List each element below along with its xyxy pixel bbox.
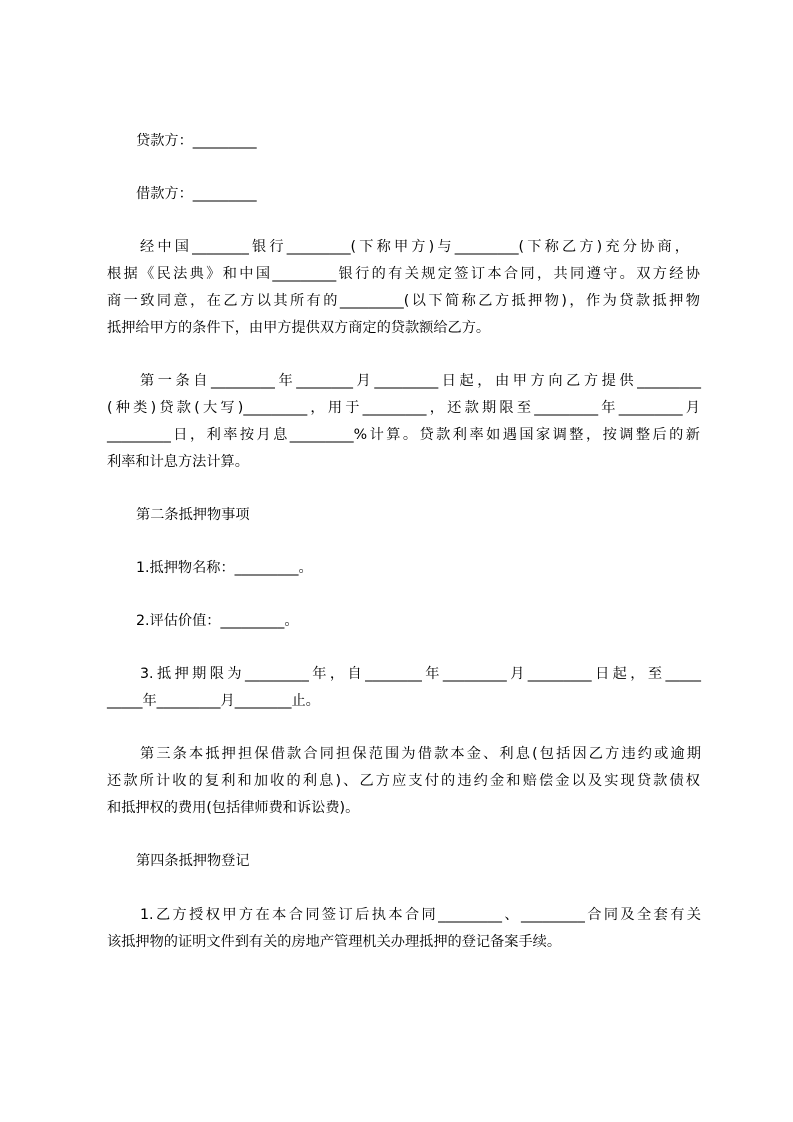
article1-line-1: 第一条自_________年________月_________日起，由甲方向乙方提供_________ [140, 373, 701, 389]
intro-line-4: 抵押给甲方的条件下，由甲方提供双方商定的贷款额给乙方。 [107, 320, 491, 336]
article2-item-1: 1.抵押物名称：_________。 [136, 560, 313, 576]
intro-line-1: 经中国________银行_________(下称甲方)与_________(下称乙方)充分协商， [140, 239, 689, 255]
article1-line-3: _________日，利率按月息_________%计算。贷款利率如遇国家调整，按调整后的新 [107, 427, 700, 443]
borrower-line: 借款方：_________ [136, 186, 257, 202]
article2-item-2: 2.评估价值：_________。 [136, 613, 299, 629]
article3-line-2: 还款所计收的复利和加收的利息)、乙方应支付的违约金和赔偿金以及实现贷款债权 [107, 773, 700, 789]
article1-line-4: 利率和计息方法计算。 [107, 454, 249, 470]
article4-item-1-line-1: 1.乙方授权甲方在本合同签订后执本合同_________、_________合同及全套有关 [140, 907, 701, 923]
article2-title: 第二条抵押物事项 [136, 507, 250, 523]
article2-item-3-line-1: 3.抵押期限为_________年，自________年_________月_________日起，至_____ [140, 666, 701, 682]
article3-line-3: 和抵押权的费用(包括律师费和诉讼费)。 [107, 800, 360, 816]
intro-line-3: 商一致同意，在乙方以其所有的_________(以下简称乙方抵押物)，作为贷款抵押物 [107, 293, 700, 309]
article4-item-1-line-2: 该抵押物的证明文件到有关的房地产管理机关办理抵押的登记备案手续。 [107, 934, 562, 950]
intro-line-2: 根据《民法典》和中国_________银行的有关规定签订本合同，共同遵守。双方经协 [107, 266, 700, 282]
article3-line-1: 第三条本抵押担保借款合同担保范围为借款本金、利息(包括因乙方违约或逾期 [140, 746, 701, 762]
article4-title: 第四条抵押物登记 [136, 853, 250, 869]
article1-line-2: (种类)贷款(大写)_________，用于_________，还款期限至_________年_________月 [107, 400, 700, 416]
lender-line: 贷款方：_________ [136, 133, 257, 149]
article2-item-3-line-2: _____年_________月________止。 [107, 693, 320, 709]
